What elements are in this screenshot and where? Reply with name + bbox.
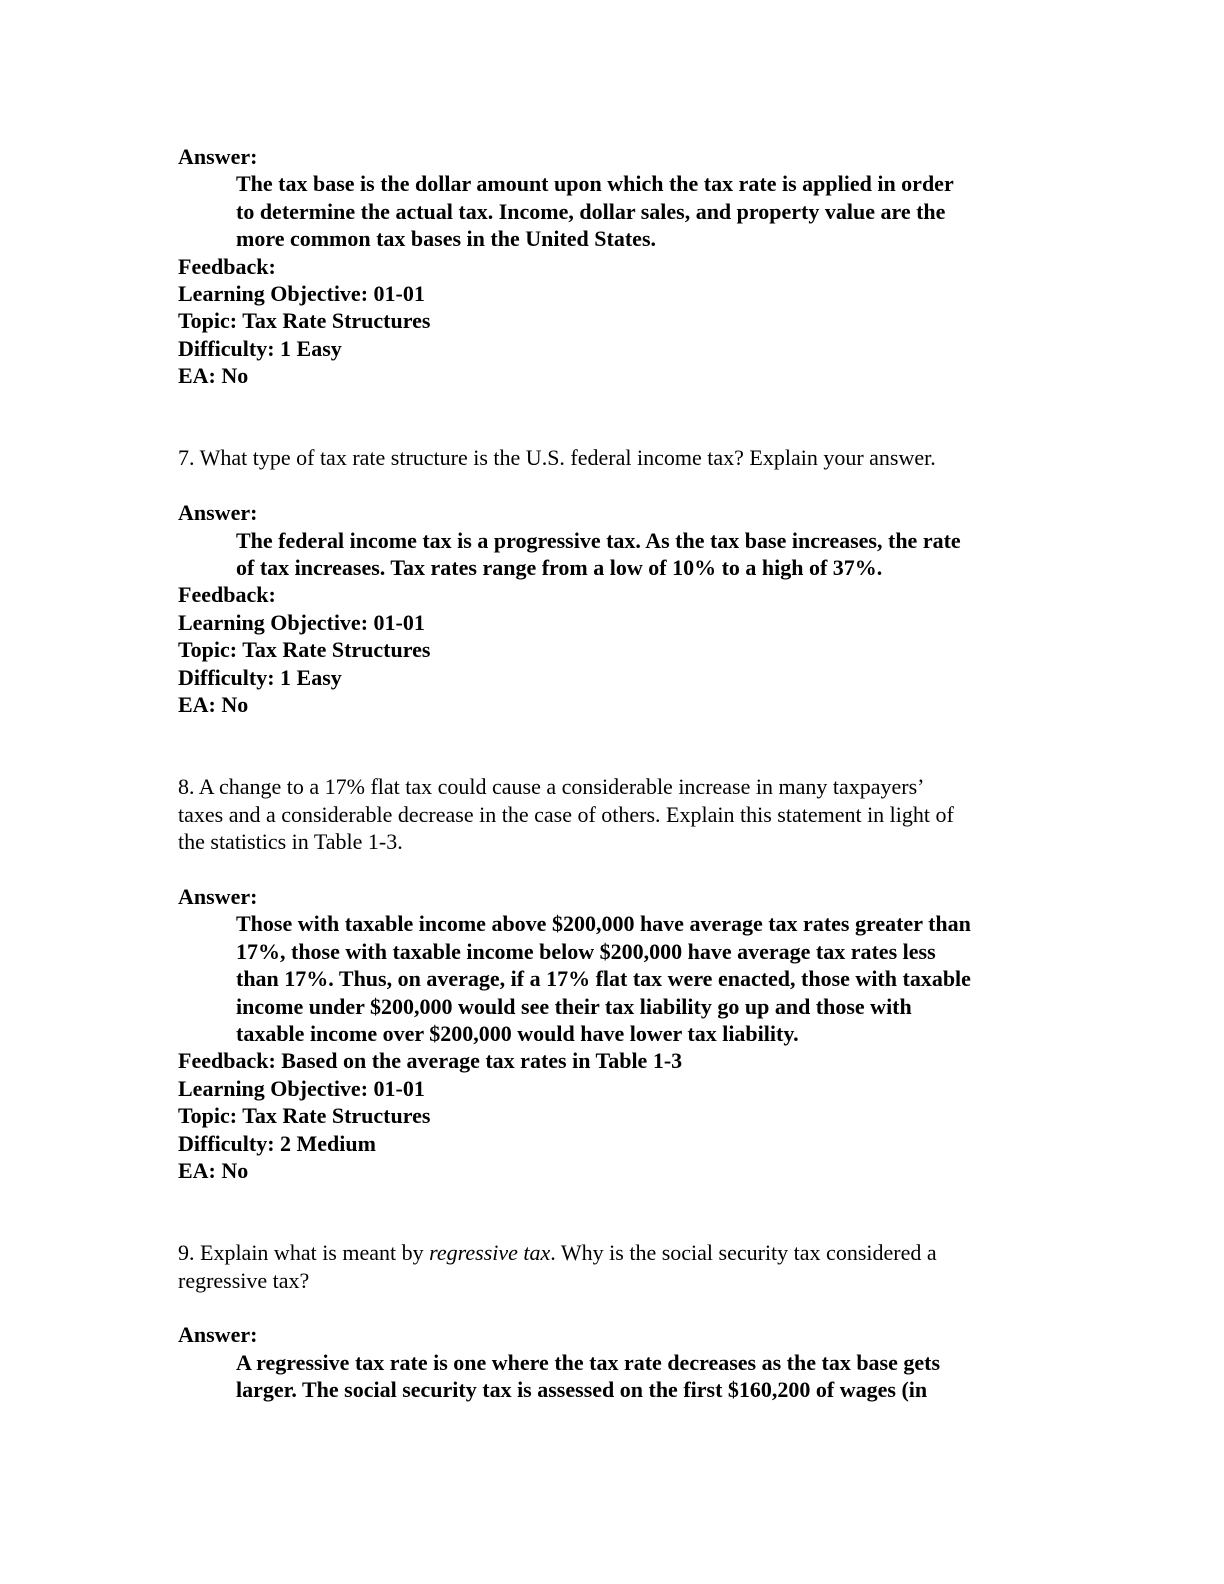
topic: Topic: Tax Rate Structures [178, 637, 431, 663]
answer-text-line: of tax increases. Tax rates range from a low of 10% to a high of 37%. [236, 555, 883, 581]
answer-label: Answer: [178, 883, 258, 909]
answer-block-6 [178, 143, 1058, 390]
difficulty: Difficulty: 1 Easy [178, 335, 342, 361]
learning-objective: Learning Objective: 01-01 [178, 281, 425, 307]
question-text-line: regressive tax? [178, 1267, 310, 1293]
question-text-line: 8. A change to a 17% flat tax could cause a considerable increase in many taxpayers’ [178, 774, 925, 800]
question-block-7 [178, 444, 1058, 718]
question-text-line: the statistics in Table 1-3. [178, 829, 403, 855]
answer-text-line: than 17%. Thus, on average, if a 17% flat tax were enacted, those with taxable [236, 966, 971, 992]
ea-flag: EA: No [178, 1157, 249, 1183]
answer-text-line: 17%, those with taxable income below $200,000 have average tax rates less [236, 938, 936, 964]
answer-text-line: to determine the actual tax. Income, dollar sales, and property value are the [236, 198, 946, 224]
answer-label: Answer: [178, 500, 258, 526]
question-block-9 [178, 1239, 1058, 1403]
question-text-line: taxes and a considerable decrease in the case of others. Explain this statement in light of [178, 801, 954, 827]
question-text-line [178, 1239, 1058, 1266]
answer-label: Answer: [178, 1322, 258, 1348]
question-block-8 [178, 773, 1058, 1184]
document-page [178, 143, 1058, 1404]
feedback-label: Feedback: [178, 253, 276, 279]
answer-text-line: more common tax bases in the United States. [236, 226, 657, 252]
spacer [178, 1294, 1058, 1321]
spacer [178, 472, 1058, 499]
answer-text-line: income under $200,000 would see their tax liability go up and those with [236, 993, 912, 1019]
difficulty: Difficulty: 2 Medium [178, 1130, 376, 1156]
question-suffix: . Why is the social security tax considered a [550, 1240, 937, 1266]
ea-flag: EA: No [178, 692, 249, 718]
answer-text-line: Those with taxable income above $200,000 have average tax rates greater than [236, 911, 971, 937]
answer-text-line: larger. The social security tax is assessed on the first $160,200 of wages (in [236, 1377, 928, 1403]
spacer [178, 719, 1058, 774]
feedback-label: Feedback: [178, 582, 276, 608]
feedback-label: Feedback: Based on the average tax rates in Table 1-3 [178, 1048, 683, 1074]
spacer [178, 1184, 1058, 1239]
topic: Topic: Tax Rate Structures [178, 1103, 431, 1129]
answer-label: Answer: [178, 144, 258, 169]
topic: Topic: Tax Rate Structures [178, 308, 431, 334]
answer-text-line: A regressive tax rate is one where the tax rate decreases as the tax base gets [236, 1349, 941, 1375]
question-text: 7. What type of tax rate structure is the U.S. federal income tax? Explain your answer. [178, 445, 936, 471]
answer-text-line: The tax base is the dollar amount upon which the tax rate is applied in order [236, 171, 954, 197]
answer-text-line: The federal income tax is a progressive tax. As the tax base increases, the rate [236, 527, 961, 553]
answer-text-line: taxable income over $200,000 would have lower tax liability. [236, 1020, 799, 1046]
difficulty: Difficulty: 1 Easy [178, 664, 342, 690]
spacer [178, 390, 1058, 445]
question-term: regressive tax [429, 1240, 551, 1266]
question-prefix: 9. Explain what is meant by [178, 1240, 430, 1266]
learning-objective: Learning Objective: 01-01 [178, 609, 425, 635]
learning-objective: Learning Objective: 01-01 [178, 1075, 425, 1101]
spacer [178, 856, 1058, 883]
ea-flag: EA: No [178, 363, 249, 389]
